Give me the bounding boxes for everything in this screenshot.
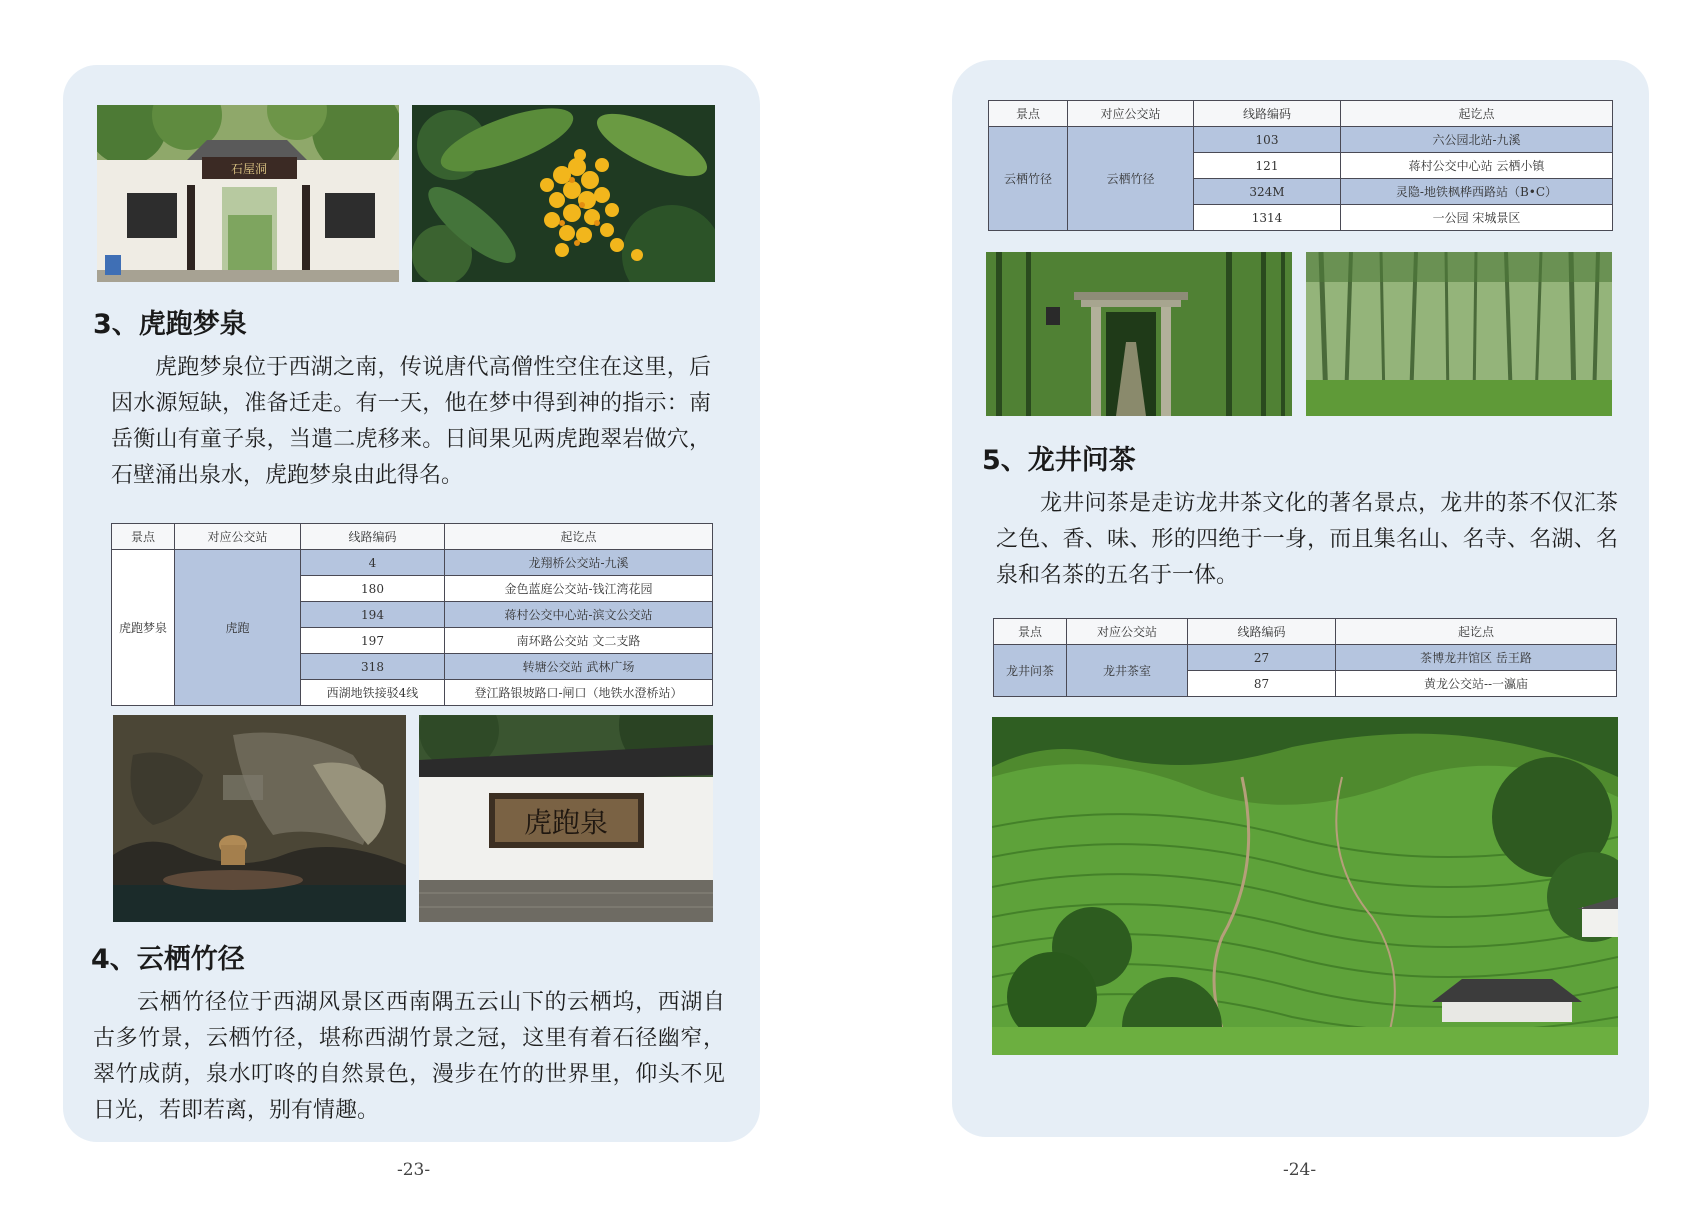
table-header-row xyxy=(994,619,1617,645)
wall-plaque-text: 虎跑泉 xyxy=(523,806,609,839)
route-cell: 灵隐-地铁枫桦西路站（B•C） xyxy=(1341,179,1613,205)
paragraph-yunqi: 云栖竹径位于西湖风景区西南隅五云山下的云栖坞，西湖自古多竹景，云栖竹径，堪称西湖竹景之冠，这里有着石径幽窄，翠竹成荫，泉水叮咚的自然景色，漫步在竹的世界里，仰头不见日光，若即若离，别有情趣。 xyxy=(93,990,725,1123)
photo-tea-terraces xyxy=(992,717,1618,1055)
header-route: 起讫点 xyxy=(1336,619,1617,645)
bus-table-yunqi xyxy=(988,100,1613,231)
line-cell: 324M xyxy=(1194,179,1341,205)
station-cell: 龙井茶室 xyxy=(1067,645,1188,697)
table-header-row xyxy=(989,101,1613,127)
line-cell: 西湖地铁接驳4线 xyxy=(301,680,445,706)
route-cell: 登江路银坡路口-闸口（地铁水澄桥站） xyxy=(445,680,713,706)
header-station: 对应公交站 xyxy=(175,524,301,550)
header-spot: 景点 xyxy=(994,619,1067,645)
route-cell: 蒋村公交中心站-滨文公交站 xyxy=(445,602,713,628)
bus-table-longjing xyxy=(993,618,1617,697)
route-cell: 转塘公交站 武林广场 xyxy=(445,654,713,680)
header-line: 线路编码 xyxy=(301,524,445,550)
header-line: 线路编码 xyxy=(1188,619,1336,645)
header-line: 线路编码 xyxy=(1194,101,1341,127)
header-route: 起讫点 xyxy=(445,524,713,550)
page-number-24: -24- xyxy=(1283,1160,1317,1180)
header-station: 对应公交站 xyxy=(1067,619,1188,645)
station-cell: 虎跑 xyxy=(175,550,301,706)
line-cell: 1314 xyxy=(1194,205,1341,231)
page-23 xyxy=(63,65,760,1142)
line-cell: 194 xyxy=(301,602,445,628)
page-24 xyxy=(952,60,1649,1137)
table-header-row xyxy=(112,524,713,550)
line-cell: 197 xyxy=(301,628,445,654)
photo-garden-gate xyxy=(97,105,399,282)
line-cell: 180 xyxy=(301,576,445,602)
line-cell: 121 xyxy=(1194,153,1341,179)
photo-bamboo-forest xyxy=(1306,252,1612,416)
spot-cell: 龙井问茶 xyxy=(994,645,1067,697)
route-cell: 龙翔桥公交站-九溪 xyxy=(445,550,713,576)
line-cell: 27 xyxy=(1188,645,1336,671)
route-cell: 一公园 宋城景区 xyxy=(1341,205,1613,231)
section-title-longjing: 5、龙井问茶 xyxy=(982,445,1136,476)
photo-bamboo-gate xyxy=(986,252,1292,416)
route-cell: 南环路公交站 文二支路 xyxy=(445,628,713,654)
photo-wall-plaque xyxy=(419,715,713,922)
line-cell: 4 xyxy=(301,550,445,576)
page-number-23: -23- xyxy=(397,1160,431,1180)
spot-cell: 虎跑梦泉 xyxy=(112,550,175,706)
header-station: 对应公交站 xyxy=(1068,101,1194,127)
header-spot: 景点 xyxy=(112,524,175,550)
bus-table-hupao xyxy=(111,523,713,706)
paragraph-hupao: 虎跑梦泉位于西湖之南，传说唐代高僧性空住在这里，后因水源短缺，准备迁走。有一天，他在梦中得到神的指示：南岳衡山有童子泉，当遣二虎移来。日间果见两虎跑翠岩做穴，石壁涌出泉水，虎跑梦泉由此得名。 xyxy=(111,355,711,488)
table-row xyxy=(112,550,713,576)
section-title-yunqi: 4、云栖竹径 xyxy=(91,944,245,975)
route-cell: 蒋村公交中心站 云栖小镇 xyxy=(1341,153,1613,179)
header-spot: 景点 xyxy=(989,101,1068,127)
photo-osmanthus-flowers xyxy=(412,105,715,282)
route-cell: 六公园北站-九溪 xyxy=(1341,127,1613,153)
route-cell: 金色蓝庭公交站-钱江湾花园 xyxy=(445,576,713,602)
spot-cell: 云栖竹径 xyxy=(989,127,1068,231)
station-cell: 云栖竹径 xyxy=(1068,127,1194,231)
gate-sign-text: 石屋洞 xyxy=(230,162,268,176)
route-cell: 黄龙公交站--一瀛庙 xyxy=(1336,671,1617,697)
line-cell: 318 xyxy=(301,654,445,680)
section-title-hupao: 3、虎跑梦泉 xyxy=(93,309,247,340)
paragraph-longjing: 龙井问茶是走访龙井茶文化的著名景点，龙井的茶不仅汇茶之色、香、味、形的四绝于一身，而且集名山、名寺、名湖、名泉和名茶的五名于一体。 xyxy=(996,491,1618,588)
line-cell: 103 xyxy=(1194,127,1341,153)
route-cell: 茶博龙井馆区 岳王路 xyxy=(1336,645,1617,671)
line-cell: 87 xyxy=(1188,671,1336,697)
table-row xyxy=(989,127,1613,153)
table-row xyxy=(994,645,1617,671)
photo-tiger-cave xyxy=(113,715,406,922)
header-route: 起讫点 xyxy=(1341,101,1613,127)
